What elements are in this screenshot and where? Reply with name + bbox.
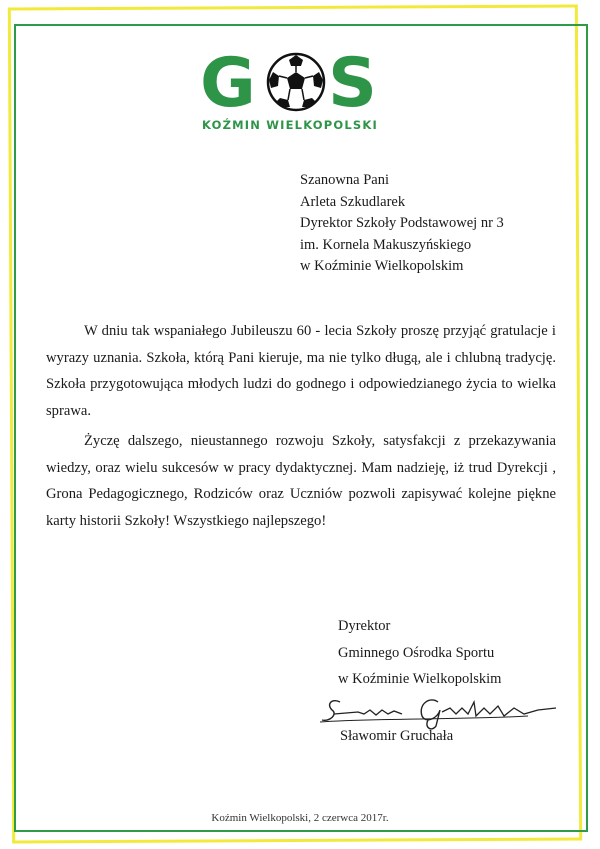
logo-letter-s: S bbox=[328, 44, 376, 123]
place-and-date: Koźmin Wielkopolski, 2 czerwca 2017r. bbox=[211, 812, 389, 824]
signer-name: Sławomir Gruchała bbox=[340, 728, 454, 744]
letter-body bbox=[46, 318, 556, 534]
address-line: im. Kornela Makuszyńskiego bbox=[300, 236, 472, 253]
soccer-ball-icon bbox=[266, 52, 326, 112]
handwritten-signature bbox=[318, 690, 568, 730]
closing-line: Gminnego Ośrodka Sportu bbox=[338, 644, 495, 661]
sender-closing bbox=[338, 613, 578, 693]
closing-line: w Koźminie Wielkopolskim bbox=[338, 671, 502, 687]
gos-logo bbox=[200, 44, 400, 140]
logo-letter-g: G bbox=[200, 44, 255, 123]
address-line: w Koźminie Wielkopolskim bbox=[300, 258, 464, 274]
address-line: Arleta Szkudlarek bbox=[300, 193, 406, 210]
letter-paragraph: W dniu tak wspaniałego Jubileuszu 60 - lecia Szkoły proszę przyjąć gratulacje i wyrazy uznania. Szkoła, którą Pani kieruje, ma nie tylko długą, ale i chlubną tradycję. Szkoła przygotowująca młodych ludzi do godnego i odpowiedzianego życia to wielka sprawa. bbox=[46, 323, 556, 419]
closing-line: Dyrektor bbox=[338, 618, 391, 634]
address-line: Szanowna Pani bbox=[300, 172, 389, 188]
recipient-address bbox=[300, 170, 570, 278]
letter-paragraph: Życzę dalszego, nieustannego rozwoju Szkoły, satysfakcji z przekazywania wiedzy, oraz wielu sukcesów w pracy dydaktycznej. Mam nadzieję, iż trud Dyrekcji , Grona Pedagogicznego, Rodziców oraz Uczniów pozwoli zapisywać kolejne piękne karty historii Szkoły! Wszystkiego najlepszego! bbox=[46, 433, 556, 529]
address-line: Dyrektor Szkoły Podstawowej nr 3 bbox=[300, 215, 504, 231]
logo-subtitle: KOŹMIN WIELKOPOLSKI bbox=[202, 118, 378, 132]
